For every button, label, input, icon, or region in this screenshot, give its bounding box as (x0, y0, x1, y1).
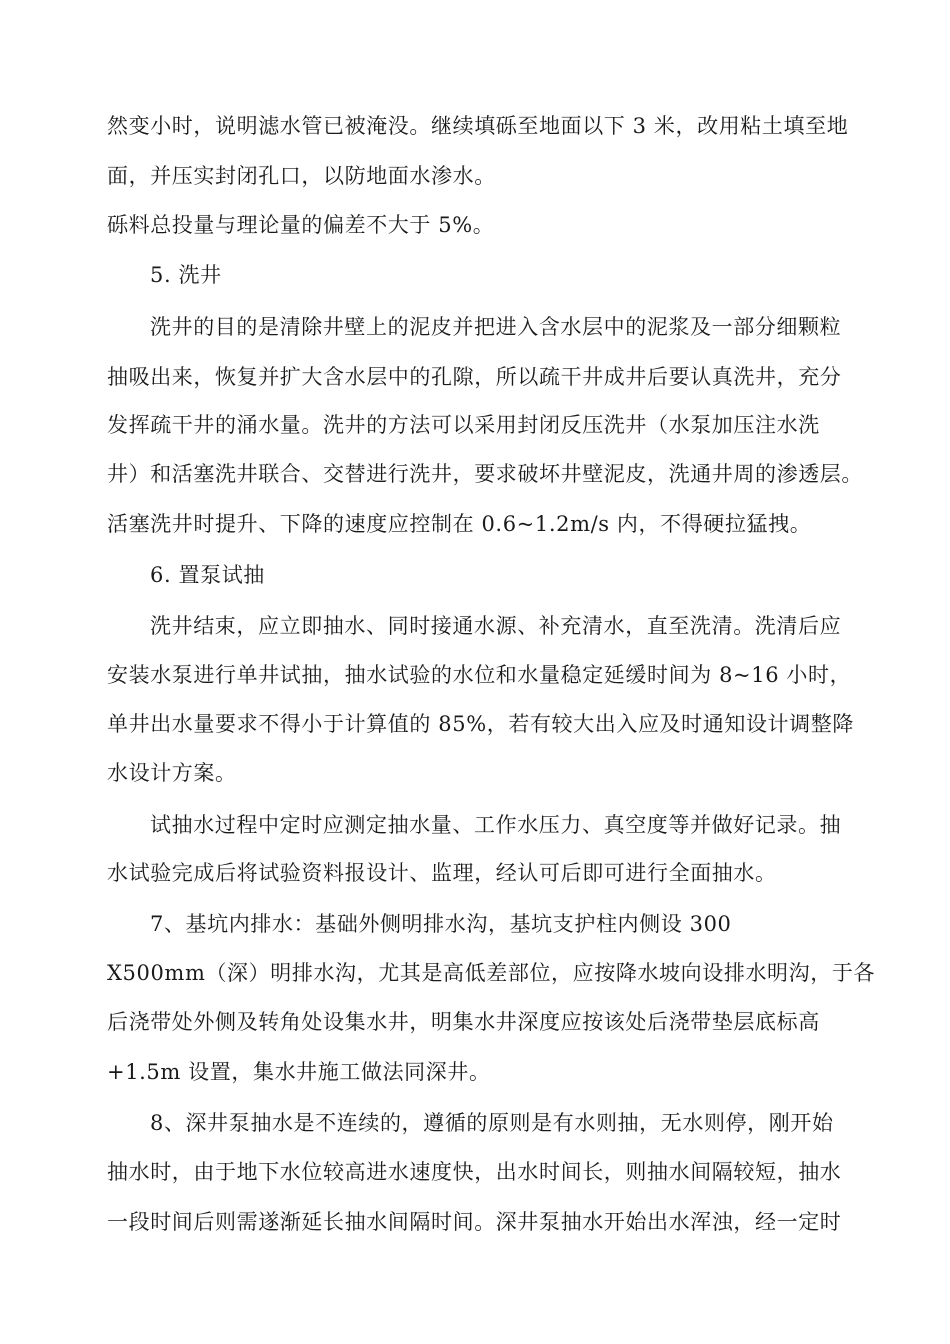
text-line: 然变小时，说明滤水管已被淹没。继续填砾至地面以下 3 米，改用粘土填至地 (107, 114, 849, 138)
section-heading: 6. 置泵试抽 (150, 563, 265, 587)
text-line: 水设计方案。 (107, 761, 237, 785)
text-line: 抽吸出来，恢复并扩大含水层中的孔隙，所以疏干井成井后要认真洗井，充分 (107, 365, 842, 389)
text-line: 抽水时，由于地下水位较高进水速度快，出水时间长，则抽水间隔较短，抽水 (107, 1160, 842, 1184)
text-line: 后浇带处外侧及转角处设集水井，明集水井深度应按该处后浇带垫层底标高 (107, 1010, 820, 1034)
text-line: 洗井的目的是清除井壁上的泥皮并把进入含水层中的泥浆及一部分细颗粒 (150, 315, 842, 339)
text-line: 发挥疏干井的涌水量。洗井的方法可以采用封闭反压洗井（水泵加压注水洗 (107, 413, 820, 437)
text-line: 砾料总投量与理论量的偏差不大于 5%。 (107, 213, 495, 237)
section-heading: 5. 洗井 (150, 263, 222, 287)
text-line: 水试验完成后将试验资料报设计、监理，经认可后即可进行全面抽水。 (107, 861, 777, 885)
text-line: 试抽水过程中定时应测定抽水量、工作水压力、真空度等并做好记录。抽 (150, 813, 842, 837)
text-line: 7、基坑内排水：基础外侧明排水沟，基坑支护柱内侧设 300 (150, 912, 732, 936)
text-line: 活塞洗井时提升、下降的速度应控制在 0.6~1.2m/s 内，不得硬拉猛拽。 (107, 512, 812, 536)
text-line: 面，并压实封闭孔口，以防地面水渗水。 (107, 164, 496, 188)
text-line: 洗井结束，应立即抽水、同时接通水源、补充清水，直至洗清。洗清后应 (150, 614, 842, 638)
text-line: +1.5m 设置，集水井施工做法同深井。 (107, 1060, 491, 1084)
text-line: X500mm（深）明排水沟，尤其是高低差部位，应按降水坡向设排水明沟，于各 (107, 961, 876, 985)
text-line: 单井出水量要求不得小于计算值的 85%，若有较大出入应及时通知设计调整降 (107, 712, 854, 736)
text-line: 一段时间后则需遂渐延长抽水间隔时间。深井泵抽水开始出水浑浊，经一定时 (107, 1210, 842, 1234)
text-line: 安装水泵进行单井试抽，抽水试验的水位和水量稳定延缓时间为 8~16 小时， (107, 663, 852, 687)
text-line: 井）和活塞洗井联合、交替进行洗井，要求破坏井壁泥皮，洗通井周的渗透层。 (107, 462, 863, 486)
text-line: 8、深井泵抽水是不连续的，遵循的原则是有水则抽，无水则停，刚开始 (150, 1111, 834, 1135)
